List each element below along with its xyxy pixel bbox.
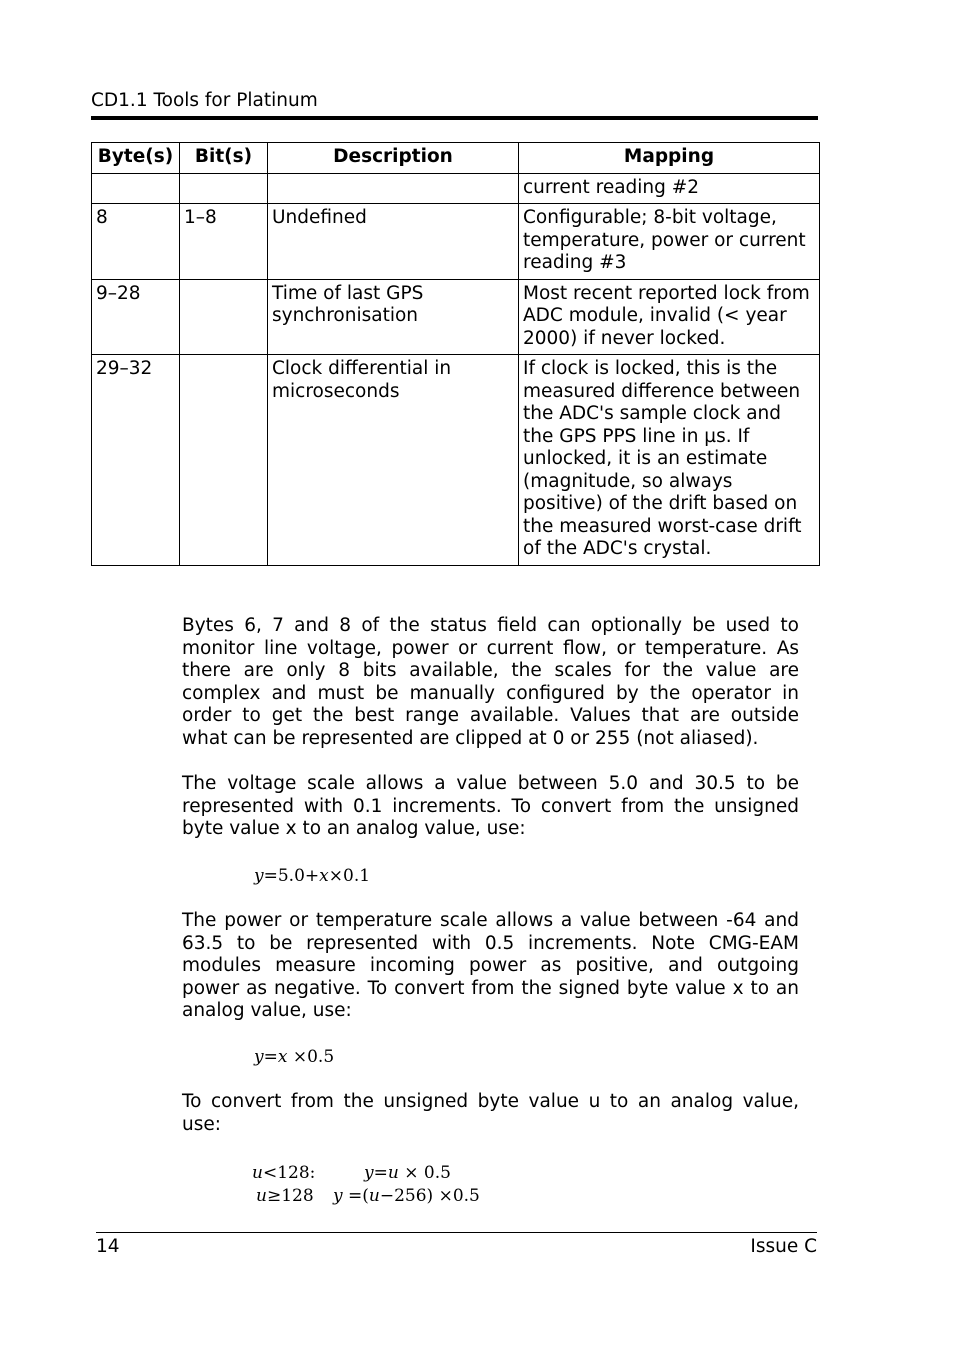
equation-case-high-formula: y =(u−256) ×0.5 [333, 1186, 480, 1206]
footer-rule [96, 1232, 817, 1233]
eq-lhs: y [254, 1047, 264, 1067]
cell-description: Time of last GPS synchronisation [268, 279, 519, 355]
paragraph-power-scale: The power or temperature scale allows a value between -64 and 63.5 to be represented with 0.5 increments. Note CMG-EAM modules measure incoming power as positive, and outgoing power as negative. To convert from the signed byte value x to an analog value, use: [182, 910, 799, 1022]
cell-bytes [92, 173, 180, 204]
eq-lhs: y [333, 1186, 343, 1206]
eq-cond-variable: u [252, 1163, 263, 1183]
equation-voltage: y=5.0+x×0.1 [254, 866, 371, 886]
eq-factor: 0.5 [423, 1163, 451, 1183]
table-row [92, 355, 820, 566]
eq-constant: 5.0 [277, 866, 305, 886]
eq-factor: 0.1 [343, 866, 371, 886]
cell-bytes: 29–32 [92, 355, 180, 566]
table-row [92, 173, 820, 204]
cell-bits [180, 355, 268, 566]
eq-cond-value: 128 [281, 1186, 314, 1206]
cell-mapping: current reading #2 [519, 173, 820, 204]
status-field-table [91, 142, 820, 566]
cell-bytes: 9–28 [92, 279, 180, 355]
issue-label: Issue C [750, 1236, 817, 1257]
paragraph-status-bytes: Bytes 6, 7 and 8 of the status field can optionally be used to monitor line voltage, power or current flow, or temperature. As there are only 8 bits available, the scales for the value are complex and must be manually configured by the operator in order to get the best range available. Values that are outside what can be represented are clipped at 0 or 255 (not aliased). [182, 615, 799, 749]
table-row [92, 279, 820, 355]
eq-factor: 0.5 [452, 1186, 480, 1206]
cell-bits: 1–8 [180, 204, 268, 280]
cell-bits [180, 173, 268, 204]
column-header-description: Description [268, 143, 519, 174]
paragraph-voltage-scale: The voltage scale allows a value between 5.0 and 30.5 to be represented with 0.1 increments. To convert from the unsigned byte value x to an analog value, use: [182, 773, 799, 840]
paragraph-unsigned-conversion: To convert from the unsigned byte value u to an analog value, use: [182, 1091, 799, 1135]
cell-description [268, 173, 519, 204]
cell-description: Clock differential in microseconds [268, 355, 519, 566]
eq-variable: x [319, 866, 329, 886]
eq-cond-variable: u [256, 1186, 267, 1206]
equation-case-low-formula: y=u × 0.5 [364, 1163, 451, 1183]
eq-factor: 0.5 [307, 1047, 335, 1067]
eq-lhs: y [254, 866, 264, 886]
cell-bytes: 8 [92, 204, 180, 280]
eq-variable: u [387, 1163, 399, 1183]
cell-mapping: Most recent reported lock from ADC module, invalid (< year 2000) if never locked. [519, 279, 820, 355]
cell-mapping: Configurable; 8-bit voltage, temperature, power or current reading #3 [519, 204, 820, 280]
page-number: 14 [96, 1236, 120, 1257]
equation-case-high-condition: u≥128 [256, 1186, 314, 1206]
equation-power: y=x ×0.5 [254, 1047, 335, 1067]
eq-cond-value: 128: [277, 1163, 316, 1183]
eq-lhs: y [364, 1163, 374, 1183]
column-header-bits: Bit(s) [180, 143, 268, 174]
eq-variable: u [368, 1186, 380, 1206]
header-rule [91, 116, 818, 120]
cell-description: Undefined [268, 204, 519, 280]
table-header-row [92, 143, 820, 174]
equation-case-low-condition: u<128: [252, 1163, 316, 1183]
eq-variable: x [277, 1047, 288, 1067]
table-row [92, 204, 820, 280]
eq-offset: 256 [394, 1186, 427, 1206]
column-header-mapping: Mapping [519, 143, 820, 174]
cell-bits [180, 279, 268, 355]
cell-mapping: If clock is locked, this is the measured difference between the ADC's sample clock and the GPS PPS line in µs. If unlocked, it is an estimate (magnitude, so always positive) of the drift based on the measured worst-case drift of the ADC's crystal. [519, 355, 820, 566]
column-header-bytes: Byte(s) [92, 143, 180, 174]
running-header: CD1.1 Tools for Platinum [91, 90, 318, 111]
